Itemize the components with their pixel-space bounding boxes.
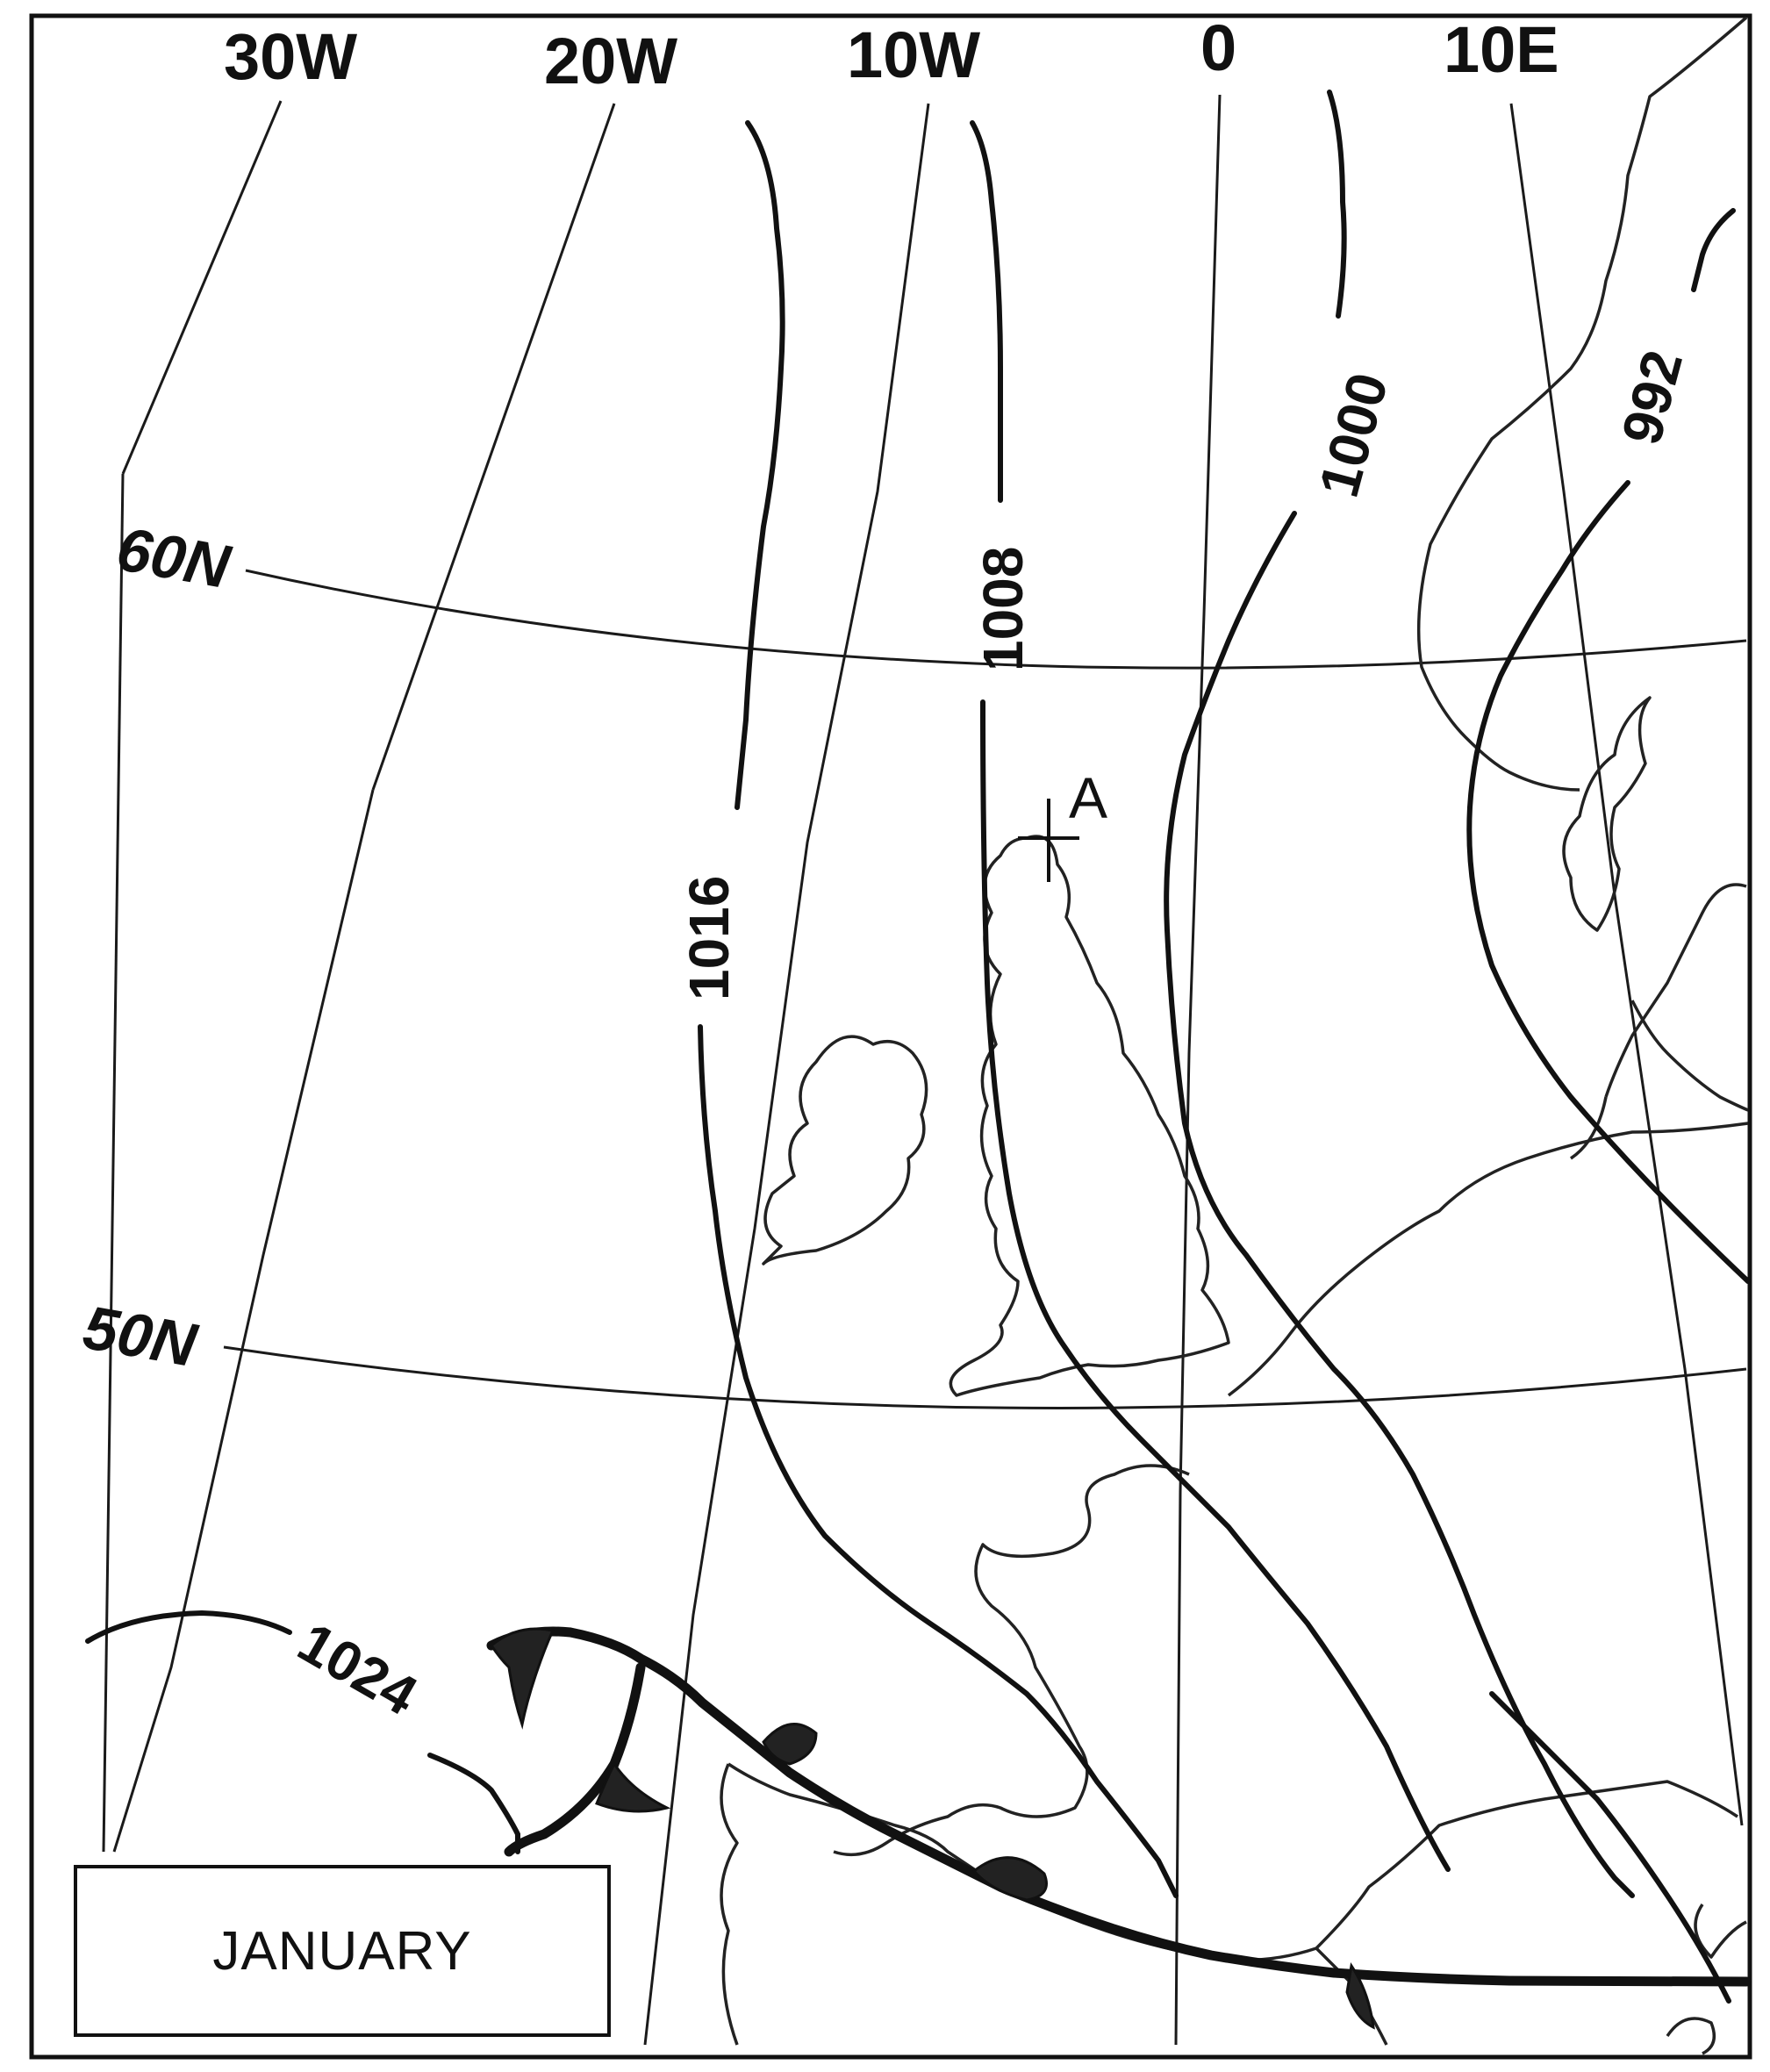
lat-label-50n: 50N [78, 1292, 202, 1380]
map-border [32, 16, 1750, 2057]
lon-label-20w: 20W [544, 25, 678, 97]
lon-label-30w: 30W [224, 20, 358, 93]
month-label: JANUARY [212, 1920, 472, 1982]
isobar-label-1016: 1016 [677, 875, 741, 1000]
isobar-label-992: 992 [1609, 343, 1695, 451]
isobar-label-1024: 1024 [288, 1610, 428, 1728]
lon-label-10w: 10W [847, 18, 981, 91]
lon-label-0: 0 [1200, 11, 1237, 84]
lat-label-60n: 60N [111, 513, 235, 602]
isobar-label-1000: 1000 [1306, 366, 1401, 504]
point-label-a: A [1069, 765, 1108, 830]
lon-label-10e: 10E [1444, 13, 1559, 86]
isobar-label-1008: 1008 [971, 546, 1035, 671]
month-legend-box [74, 1865, 611, 2037]
